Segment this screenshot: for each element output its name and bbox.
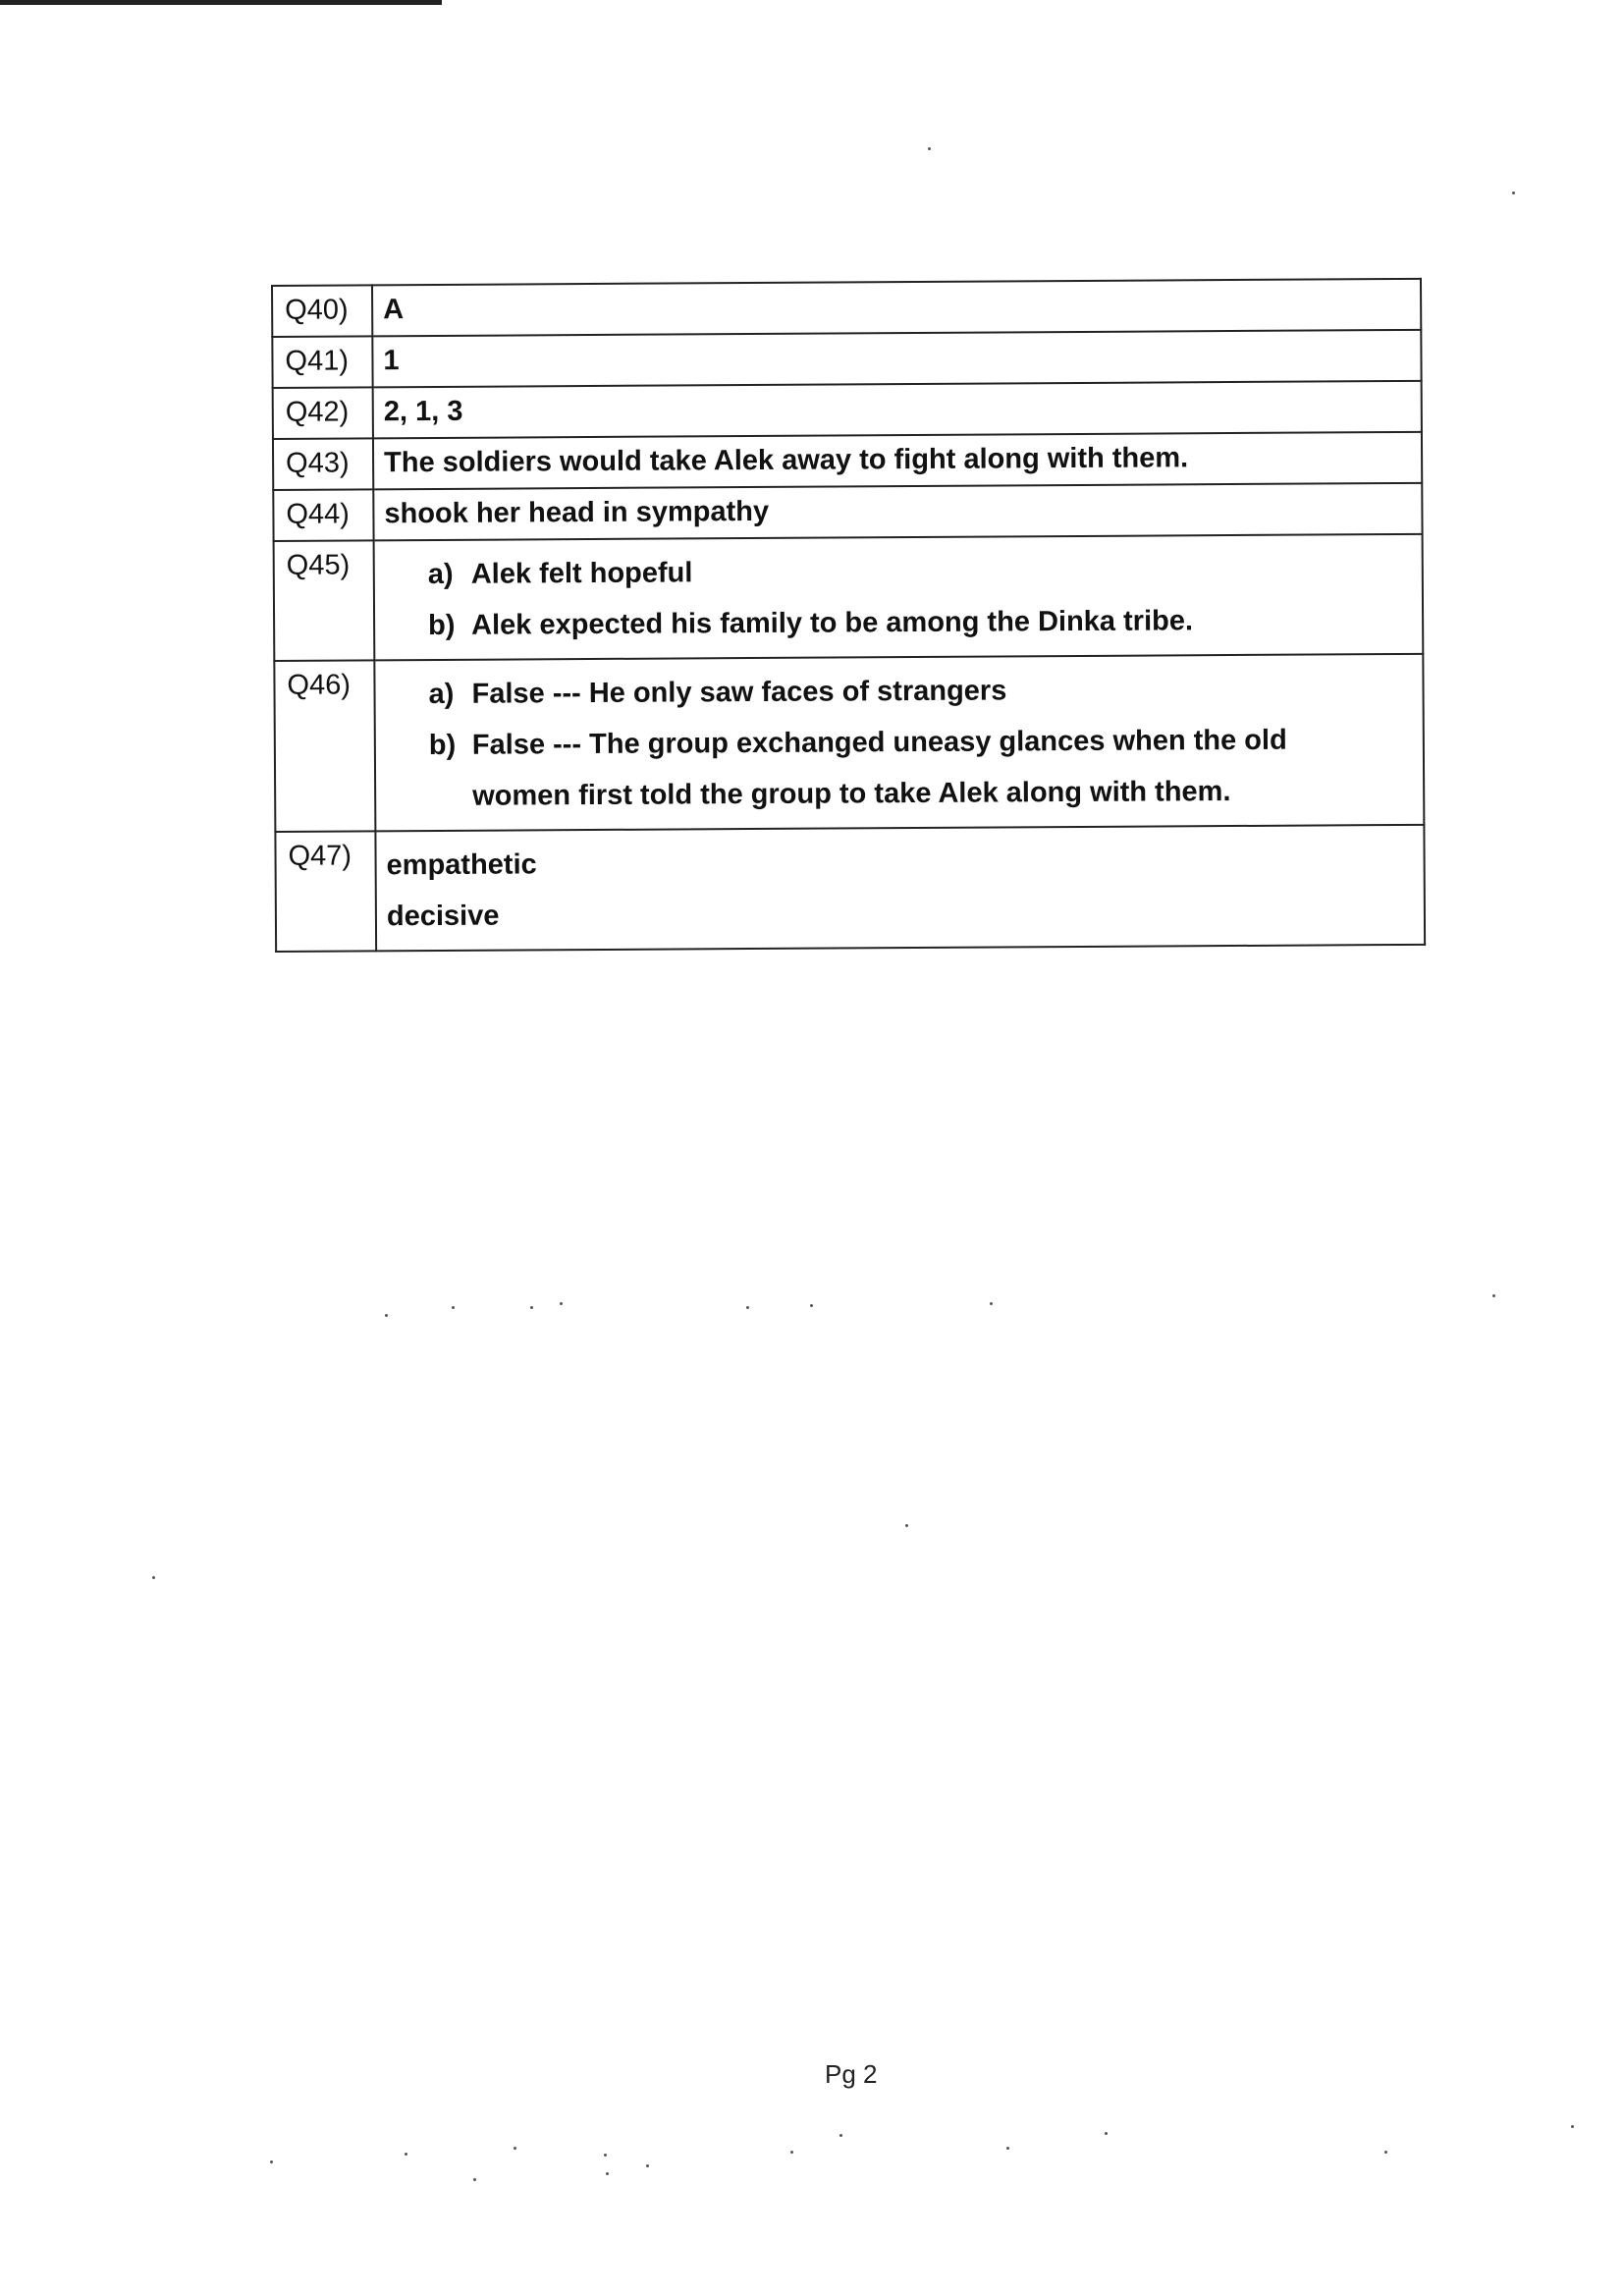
scan-speck [1571, 2125, 1574, 2128]
answer-text: A [372, 279, 1421, 337]
scan-speck [905, 1524, 908, 1527]
table-row [273, 381, 1422, 439]
table-row [274, 654, 1424, 832]
scan-speck [152, 1576, 155, 1579]
table-row [273, 432, 1422, 490]
scan-speck [646, 2164, 649, 2167]
scan-speck [405, 2153, 407, 2156]
sub-answer-marker: a) [428, 678, 455, 711]
question-number: Q40) [272, 285, 372, 337]
sub-answer-list [385, 663, 1423, 822]
scan-speck [530, 1306, 533, 1309]
table-row [275, 825, 1425, 952]
question-number: Q46) [274, 660, 375, 832]
scan-speck [385, 1314, 388, 1317]
list-item [428, 663, 1422, 720]
question-number: Q43) [273, 438, 373, 490]
sub-answer-marker: a) [427, 558, 454, 591]
question-number: Q45) [274, 540, 375, 661]
scan-speck [270, 2160, 273, 2163]
page-number: Pg 2 [825, 2059, 878, 2089]
table-row [274, 534, 1424, 661]
sub-answer-text: Alek expected his family to be among the Dinka tribe. [471, 605, 1194, 641]
scan-speck [452, 1306, 455, 1309]
scan-speck [1384, 2151, 1387, 2154]
answer-text: 1 [372, 330, 1421, 388]
sub-answer-marker: b) [428, 609, 456, 642]
sub-answer-text: False --- The group exchanged uneasy glances when the old women first told the group to take Alek along with them. [471, 724, 1287, 812]
scan-speck [790, 2151, 793, 2154]
answer-text: The soldiers would take Alek away to fight along with them. [373, 432, 1422, 490]
answer-key-table [271, 278, 1426, 953]
sub-answer-text: False --- He only saw faces of strangers [471, 675, 1007, 710]
scan-speck [928, 147, 931, 150]
scan-speck [514, 2147, 516, 2150]
scan-speck [990, 1302, 993, 1305]
sub-answer-marker: b) [428, 729, 457, 762]
scan-speck [560, 1302, 563, 1305]
answer-line: decisive [386, 900, 500, 933]
question-number: Q44) [273, 489, 373, 541]
answer-cell [375, 825, 1425, 952]
answer-text: shook her head in sympathy [373, 483, 1422, 541]
question-number: Q47) [275, 831, 376, 952]
scan-speck [1006, 2147, 1009, 2150]
scan-speck [839, 2134, 842, 2137]
answer-cell [374, 654, 1424, 832]
scan-speck [1105, 2132, 1108, 2135]
table-row [272, 279, 1421, 337]
sub-answer-text: Alek felt hopeful [470, 557, 693, 590]
question-number: Q41) [272, 336, 372, 388]
scan-speck [746, 1306, 749, 1309]
scan-speck [473, 2178, 476, 2181]
scan-speck [606, 2172, 609, 2175]
list-item [428, 543, 1422, 600]
scan-speck [1492, 1294, 1495, 1297]
scan-speck [604, 2154, 607, 2157]
answer-line: empathetic [386, 848, 537, 882]
list-item [429, 714, 1424, 822]
table-row [272, 330, 1421, 388]
table-row [273, 483, 1422, 541]
answer-text: 2, 1, 3 [373, 381, 1422, 439]
question-number: Q42) [273, 387, 373, 439]
sub-answer-list [385, 543, 1423, 651]
list-item [428, 594, 1422, 651]
scan-speck [1512, 191, 1515, 194]
scan-speck [810, 1304, 813, 1307]
top-scan-edge [0, 0, 442, 5]
answer-cell [374, 534, 1424, 661]
